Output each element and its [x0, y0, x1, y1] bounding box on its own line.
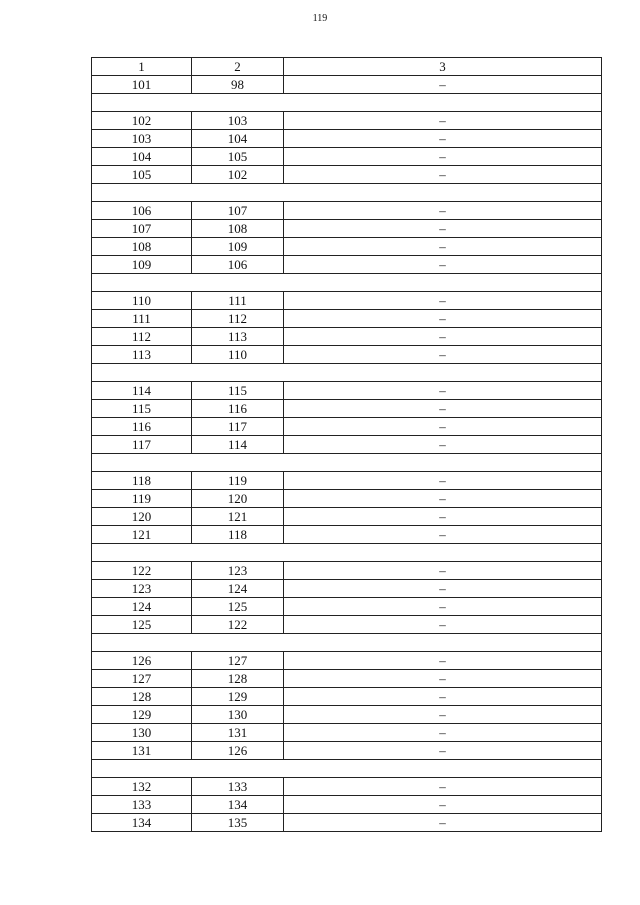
table-cell-col-1: 112 — [92, 328, 192, 346]
table-row — [92, 328, 602, 346]
table-cell-col-2: 113 — [192, 328, 284, 346]
table-cell-col-3: – — [284, 508, 602, 526]
table-cell-col-1: 118 — [92, 472, 192, 490]
table-row — [92, 742, 602, 760]
table-cell-col-1: 115 — [92, 400, 192, 418]
table-cell-col-3: – — [284, 130, 602, 148]
group-separator-row — [92, 454, 602, 472]
data-table — [91, 57, 602, 832]
table-cell-col-2: 124 — [192, 580, 284, 598]
table-cell-col-3: – — [284, 706, 602, 724]
table-cell-col-3: – — [284, 148, 602, 166]
table-row — [92, 148, 602, 166]
table-cell-col-1: 128 — [92, 688, 192, 706]
table-cell-col-3: – — [284, 526, 602, 544]
separator-cell — [92, 454, 602, 472]
table-cell-col-2: 115 — [192, 382, 284, 400]
table-body — [92, 58, 602, 832]
table-cell-col-2: 129 — [192, 688, 284, 706]
table-cell-col-2: 104 — [192, 130, 284, 148]
table-cell-col-1: 124 — [92, 598, 192, 616]
table-cell-col-1: 127 — [92, 670, 192, 688]
table-cell-col-3: – — [284, 778, 602, 796]
table-cell-col-1: 129 — [92, 706, 192, 724]
table-cell-col-3: – — [284, 616, 602, 634]
table-cell-col-2: 103 — [192, 112, 284, 130]
table-cell-col-2: 118 — [192, 526, 284, 544]
table-header-row — [92, 58, 602, 76]
table-cell-col-1: 119 — [92, 490, 192, 508]
group-separator-row — [92, 760, 602, 778]
table-cell-col-2: 117 — [192, 418, 284, 436]
table-cell-col-2: 111 — [192, 292, 284, 310]
table-row — [92, 256, 602, 274]
table-cell-col-3: – — [284, 202, 602, 220]
table-row — [92, 472, 602, 490]
table-cell-col-2: 110 — [192, 346, 284, 364]
table-cell-col-2: 126 — [192, 742, 284, 760]
table-row — [92, 508, 602, 526]
table-cell-col-2: 114 — [192, 436, 284, 454]
table-cell-col-3: – — [284, 742, 602, 760]
table-cell-col-3: – — [284, 562, 602, 580]
group-separator-row — [92, 634, 602, 652]
table-cell-col-3: – — [284, 436, 602, 454]
page-number: 119 — [312, 13, 328, 24]
table-row — [92, 436, 602, 454]
table-row — [92, 814, 602, 832]
table-cell-col-2: 128 — [192, 670, 284, 688]
table-cell-col-3: – — [284, 328, 602, 346]
table-cell-col-1: 107 — [92, 220, 192, 238]
table-cell-col-3: – — [284, 166, 602, 184]
table-cell-col-2: 123 — [192, 562, 284, 580]
table-cell-col-2: 98 — [192, 76, 284, 94]
table-cell-col-1: 114 — [92, 382, 192, 400]
table-row — [92, 418, 602, 436]
separator-cell — [92, 544, 602, 562]
table-row — [92, 778, 602, 796]
table-cell-col-2: 131 — [192, 724, 284, 742]
group-separator-row — [92, 274, 602, 292]
table-cell-col-1: 120 — [92, 508, 192, 526]
table-cell-col-2: 135 — [192, 814, 284, 832]
table-cell-col-1: 123 — [92, 580, 192, 598]
table-row — [92, 652, 602, 670]
table-row — [92, 220, 602, 238]
table-cell-col-3: – — [284, 346, 602, 364]
table-cell-col-1: 113 — [92, 346, 192, 364]
table-cell-col-3: – — [284, 112, 602, 130]
table-cell-col-3: – — [284, 418, 602, 436]
table-cell-col-1: 105 — [92, 166, 192, 184]
table-cell-col-3: – — [284, 724, 602, 742]
table-cell-col-3: – — [284, 652, 602, 670]
table-cell-col-2: 106 — [192, 256, 284, 274]
table-cell-col-2: 125 — [192, 598, 284, 616]
table-cell-col-1: 104 — [92, 148, 192, 166]
table-row — [92, 526, 602, 544]
table-cell-col-3: – — [284, 76, 602, 94]
table-cell-col-3: – — [284, 814, 602, 832]
table-cell-col-1: 131 — [92, 742, 192, 760]
table-row — [92, 346, 602, 364]
table-cell-col-1: 134 — [92, 814, 192, 832]
group-separator-row — [92, 94, 602, 112]
table-cell-col-3: – — [284, 256, 602, 274]
table-cell-col-1: 126 — [92, 652, 192, 670]
table-cell-col-3: – — [284, 238, 602, 256]
table-cell-col-2: 105 — [192, 148, 284, 166]
table-cell-col-1: 125 — [92, 616, 192, 634]
table-cell-col-3: – — [284, 490, 602, 508]
table-cell-col-1: 121 — [92, 526, 192, 544]
table-cell-col-3: – — [284, 598, 602, 616]
table-row — [92, 706, 602, 724]
group-separator-row — [92, 184, 602, 202]
table-cell-col-1: 109 — [92, 256, 192, 274]
separator-cell — [92, 184, 602, 202]
table-cell-col-2: 102 — [192, 166, 284, 184]
table-row — [92, 724, 602, 742]
group-separator-row — [92, 544, 602, 562]
table-cell-col-2: 134 — [192, 796, 284, 814]
table-cell-col-3: – — [284, 382, 602, 400]
header-cell-1: 1 — [92, 58, 192, 76]
table-row — [92, 490, 602, 508]
table-cell-col-1: 103 — [92, 130, 192, 148]
table-cell-col-2: 122 — [192, 616, 284, 634]
table-cell-col-3: – — [284, 220, 602, 238]
table-cell-col-2: 107 — [192, 202, 284, 220]
table-row — [92, 202, 602, 220]
table-row — [92, 796, 602, 814]
table-cell-col-2: 127 — [192, 652, 284, 670]
table-cell-col-3: – — [284, 292, 602, 310]
table-cell-col-3: – — [284, 796, 602, 814]
table-row — [92, 598, 602, 616]
separator-cell — [92, 274, 602, 292]
table-cell-col-3: – — [284, 310, 602, 328]
table-row — [92, 562, 602, 580]
table-cell-col-1: 130 — [92, 724, 192, 742]
table-row — [92, 166, 602, 184]
table-cell-col-1: 110 — [92, 292, 192, 310]
table-row — [92, 76, 602, 94]
table-cell-col-2: 119 — [192, 472, 284, 490]
table-row — [92, 616, 602, 634]
table-cell-col-1: 106 — [92, 202, 192, 220]
table-cell-col-2: 130 — [192, 706, 284, 724]
table-row — [92, 688, 602, 706]
table-cell-col-1: 132 — [92, 778, 192, 796]
group-separator-row — [92, 364, 602, 382]
table-cell-col-1: 116 — [92, 418, 192, 436]
table-cell-col-3: – — [284, 670, 602, 688]
table-cell-col-3: – — [284, 400, 602, 418]
table-cell-col-3: – — [284, 688, 602, 706]
table-cell-col-1: 133 — [92, 796, 192, 814]
separator-cell — [92, 364, 602, 382]
table-row — [92, 238, 602, 256]
table-cell-col-3: – — [284, 472, 602, 490]
header-cell-2: 2 — [192, 58, 284, 76]
table-row — [92, 580, 602, 598]
table-row — [92, 112, 602, 130]
table-cell-col-3: – — [284, 580, 602, 598]
table-row — [92, 400, 602, 418]
table-cell-col-2: 133 — [192, 778, 284, 796]
table-row — [92, 130, 602, 148]
table-cell-col-1: 101 — [92, 76, 192, 94]
table-cell-col-2: 121 — [192, 508, 284, 526]
table-cell-col-2: 116 — [192, 400, 284, 418]
table-cell-col-2: 120 — [192, 490, 284, 508]
table-cell-col-1: 108 — [92, 238, 192, 256]
separator-cell — [92, 94, 602, 112]
table-cell-col-2: 108 — [192, 220, 284, 238]
table-cell-col-1: 122 — [92, 562, 192, 580]
separator-cell — [92, 634, 602, 652]
table-row — [92, 382, 602, 400]
table-cell-col-2: 112 — [192, 310, 284, 328]
table-row — [92, 670, 602, 688]
separator-cell — [92, 760, 602, 778]
table-cell-col-1: 117 — [92, 436, 192, 454]
table-cell-col-1: 102 — [92, 112, 192, 130]
table-cell-col-2: 109 — [192, 238, 284, 256]
header-cell-3: 3 — [284, 58, 602, 76]
table-row — [92, 292, 602, 310]
table-cell-col-1: 111 — [92, 310, 192, 328]
table-row — [92, 310, 602, 328]
